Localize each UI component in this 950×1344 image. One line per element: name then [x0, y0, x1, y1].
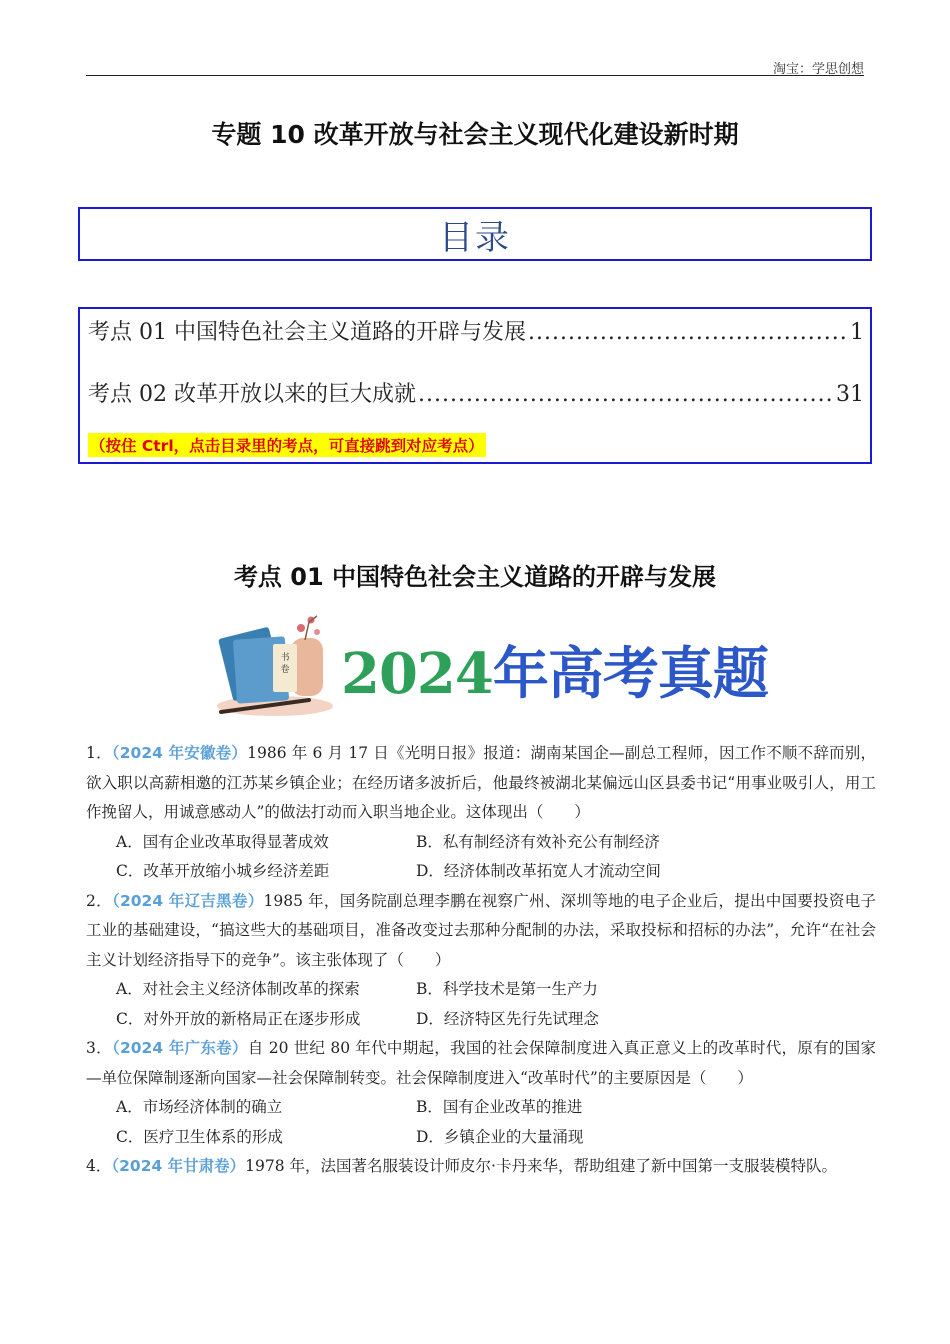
- question-text: 1986 年 6 月 17 日《光明日报》报道：湖南某国企—副总工程师，因工作不顺不辞而别，欲入职以高薪相邀的江苏某乡镇企业；在经历诸多波折后，他最终被湖北某偏远山区县委书记“用事业吸引人，用工作挽留人，用诚意感动人”的做法打动而入职当地企业。这体现出（ ）: [86, 744, 876, 821]
- books-illustration-icon: [213, 608, 343, 720]
- question-number: 1．: [86, 744, 112, 762]
- toc-dot-leader: [528, 320, 848, 345]
- question-source: （2024 年广东卷）: [111, 1039, 248, 1057]
- question-3: [86, 1034, 876, 1152]
- options: [86, 1093, 876, 1152]
- option-b[interactable]: B．科学技术是第一生产力: [416, 980, 598, 998]
- section-title: 考点 01 中国特色社会主义道路的开辟与发展: [233, 563, 717, 591]
- question-text: 自 20 世纪 80 年代中期起，我国的社会保障制度进入真正意义上的改革时代，原有的国家—单位保障制逐渐向国家—社会保障制转变。社会保障制度进入“改革时代”的主要原因是（ ）: [86, 1039, 876, 1087]
- banner-title: [341, 630, 768, 710]
- question-list: [86, 739, 876, 1182]
- options: [86, 975, 876, 1034]
- option-b[interactable]: B．国有企业改革的推进: [416, 1098, 583, 1116]
- option-c[interactable]: C．改革开放缩小城乡经济差距: [116, 862, 330, 880]
- option-c[interactable]: C．医疗卫生体系的形成: [116, 1127, 283, 1146]
- svg-text:卷: 卷: [280, 665, 290, 675]
- option-c[interactable]: C．对外开放的新格局正在逐步形成: [116, 1009, 361, 1028]
- question-source: （2024 年甘肃卷）: [111, 1157, 246, 1175]
- toc-entry-label: 考点 01 中国特色社会主义道路的开辟与发展: [88, 320, 526, 345]
- option-a[interactable]: A．对社会主义经济体制改革的探索: [116, 980, 360, 998]
- toc-entry-page: 1: [850, 320, 864, 345]
- option-a[interactable]: A．市场经济体制的确立: [116, 1098, 283, 1116]
- option-d[interactable]: D．经济体制改革拓宽人才流动空间: [416, 862, 661, 880]
- question-1: [86, 739, 876, 887]
- option-b[interactable]: B．私有制经济有效补充公有制经济: [416, 832, 660, 851]
- toc-entry-label: 考点 02 改革开放以来的巨大成就: [88, 382, 416, 407]
- option-d[interactable]: D．乡镇企业的大量涌现: [416, 1127, 584, 1146]
- header-rule: [86, 75, 864, 76]
- svg-text:书: 书: [280, 653, 290, 663]
- banner-title-rest: 年高考真题: [492, 641, 768, 707]
- question-4: [86, 1152, 876, 1182]
- question-source: （2024 年辽吉黑卷）: [111, 891, 264, 910]
- page-header-text: 淘宝：学思创想: [772, 62, 864, 77]
- toc-heading-box: [78, 207, 872, 261]
- toc-entry-1[interactable]: [88, 315, 864, 346]
- question-stem: [86, 1152, 876, 1182]
- toc-dot-leader: [418, 382, 834, 407]
- question-stem: [86, 887, 876, 976]
- question-stem: [86, 1034, 876, 1093]
- option-a[interactable]: A．国有企业改革取得显著成效: [116, 832, 329, 851]
- question-number: 4．: [86, 1157, 112, 1175]
- question-number: 3．: [86, 1039, 112, 1057]
- document-title: 专题 10 改革开放与社会主义现代化建设新时期: [211, 120, 739, 149]
- question-2: [86, 887, 876, 1035]
- question-text: 1985 年，国务院副总理李鹏在视察广州、深圳等地的电子企业后，提出中国要投资电子工业的基础建设，“搞这些大的基础项目，准备改变过去那种分配制的办法，采取投标和招标的办法”，允许“在社会主义计划经济指导下的竞争”。该主张体现了（ ）: [86, 891, 876, 969]
- options: [86, 828, 876, 887]
- toc-entry-2[interactable]: [88, 377, 864, 408]
- question-stem: [86, 739, 876, 828]
- option-d[interactable]: D．经济特区先行先试理念: [416, 1009, 599, 1028]
- question-source: （2024 年安徽卷）: [111, 744, 248, 762]
- toc-entry-page: 31: [836, 382, 864, 407]
- question-number: 2．: [86, 891, 112, 910]
- toc-heading: 目录: [439, 217, 511, 258]
- toc-note: （按住 Ctrl，点击目录里的考点，可直接跳到对应考点）: [88, 433, 486, 457]
- question-text: 1978 年，法国著名服装设计师皮尔·卡丹来华，帮助组建了新中国第一支服装模特队。: [245, 1157, 837, 1175]
- toc-box: [78, 307, 872, 464]
- banner-year: 2024: [341, 641, 493, 707]
- exam-banner: [213, 608, 768, 720]
